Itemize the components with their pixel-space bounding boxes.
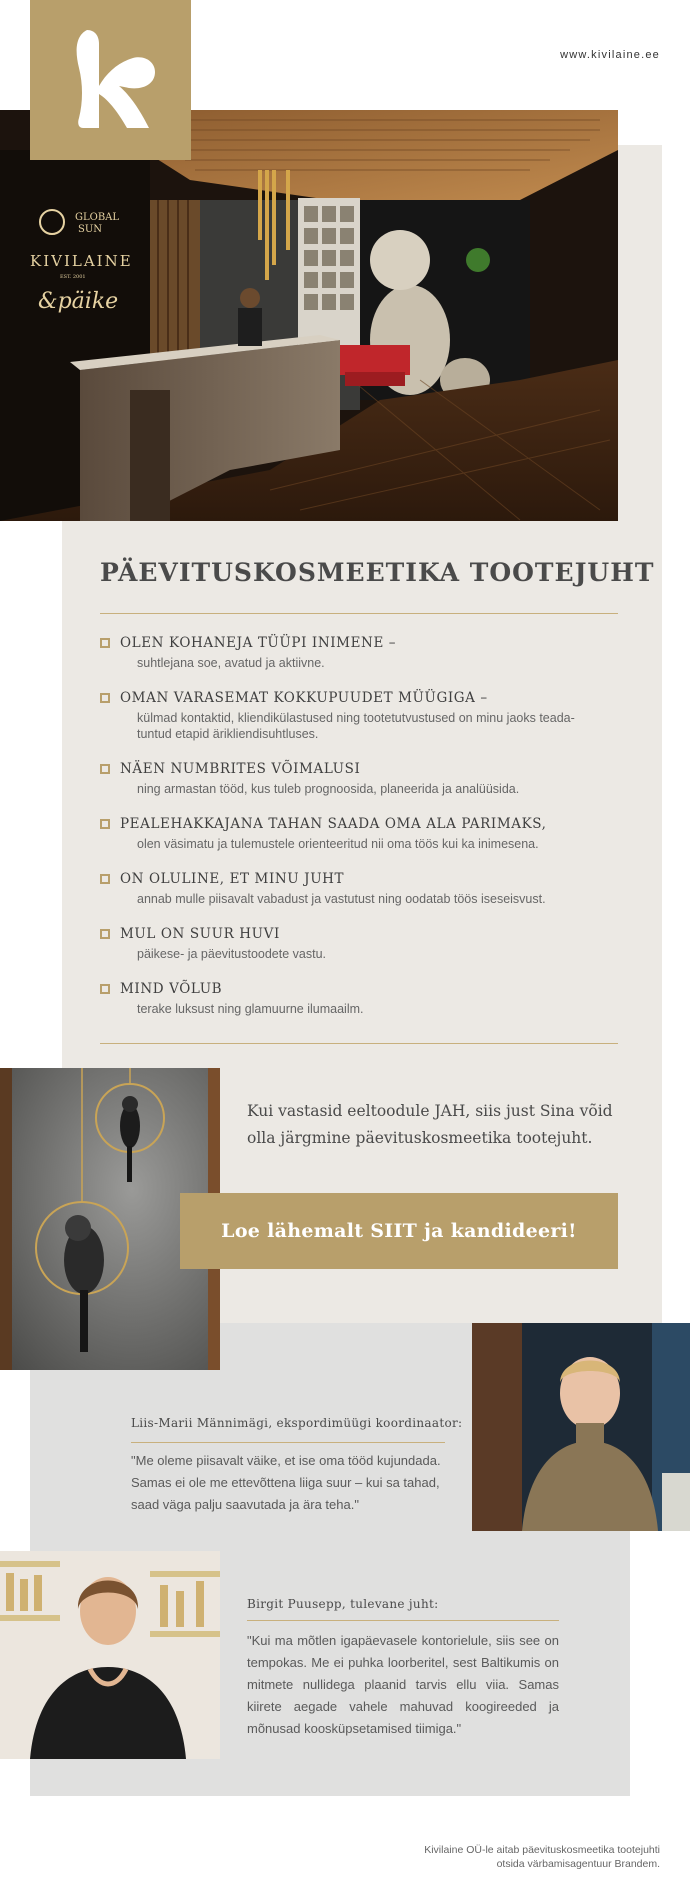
sign-sun: SUN	[78, 224, 103, 235]
sign-kivilaine: KIVILAINE	[30, 252, 133, 270]
testimonial-divider	[131, 1442, 445, 1443]
apply-button[interactable]: Loe lähemalt SIIT ja kandideeri!	[180, 1193, 618, 1269]
birgit-photo	[0, 1551, 220, 1759]
testimonial-quote: "Me oleme piisavalt väike, et ise oma tööd kujundada. Samas ei ole me ettevõttena liiga suur – kui sa tahad, saad väga palju saavutada ja ära teha."	[131, 1453, 441, 1512]
list-item: MIND VÕLUB terake luksust ning glamuurne ilumaailm.	[100, 981, 620, 1017]
square-bullet-icon	[100, 819, 110, 829]
testimonial-quote: "Kui ma mõtlen igapäevasele kontorielule, siis see on tempokas. Me ei puhka loorberitel, sest Baltikumis on mitmete nullidega plaanid tarvis ellu viia. Samas kiirete aegade vahele mahuvad koogireeded ja mõnusad koosküpsetamised tiimiga."	[247, 1633, 559, 1736]
square-bullet-icon	[100, 874, 110, 884]
cta-intro-text: Kui vastasid eeltoodule JAH, siis just Sina võid olla järgmine päevituskosmeetika tootejuht.	[247, 1102, 613, 1147]
sign-global: GLOBAL	[75, 212, 120, 223]
square-bullet-icon	[100, 693, 110, 703]
list-item: PEALEHAKKAJANA TAHAN SAADA OMA ALA PARIMAKS, olen väsimatu ja tulemustele orienteeritud nii oma töös kui ka inimesena.	[100, 816, 620, 852]
square-bullet-icon	[100, 764, 110, 774]
website-link[interactable]: www.kivilaine.ee	[560, 49, 660, 61]
title-divider	[100, 613, 618, 614]
testimonial-name: Birgit Puusepp, tulevane juht:	[247, 1597, 439, 1611]
list-item: MUL ON SUUR HUVI päikese- ja päevitustoodete vastu.	[100, 926, 620, 962]
sign-est: EST. 2001	[60, 274, 86, 280]
kivilaine-logo[interactable]	[30, 0, 191, 160]
list-item: NÄEN NUMBRITES VÕIMALUSI ning armastan tööd, kus tuleb prognoosida, planeerida ja analüüsida.	[100, 761, 620, 797]
testimonial-name: Liis-Marii Männimägi, ekspordimüügi koordinaator:	[131, 1416, 463, 1430]
sign-paike: &päike	[38, 289, 119, 314]
testimonial-divider	[247, 1620, 559, 1621]
page-title: PÄEVITUSKOSMEETIKA TOOTEJUHT	[100, 558, 655, 587]
square-bullet-icon	[100, 929, 110, 939]
square-bullet-icon	[100, 984, 110, 994]
list-divider	[100, 1043, 618, 1044]
k-logo-icon	[65, 28, 157, 132]
liis-marii-photo	[472, 1323, 690, 1531]
list-item: OMAN VARASEMAT KOKKUPUUDET MÜÜGIGA – külmad kontaktid, kliendikülastused ning tootetutvustused on minu jaoks teada-tuntud etapid ärikliendisuhtluses.	[100, 690, 620, 742]
list-item: ON OLULINE, ET MINU JUHT annab mulle piisavalt vabadust ja vastutust ning oodatab töös iseseisvust.	[100, 871, 620, 907]
hero-image	[0, 110, 618, 521]
footer-note: Kivilaine OÜ-le aitab päevituskosmeetika tootejuhti otsida värbamisagentuur Brandem.	[424, 1844, 660, 1870]
square-bullet-icon	[100, 638, 110, 648]
list-item: OLEN KOHANEJA TÜÜPI INIMENE – suhtlejana soe, avatud ja aktiivne.	[100, 635, 620, 671]
